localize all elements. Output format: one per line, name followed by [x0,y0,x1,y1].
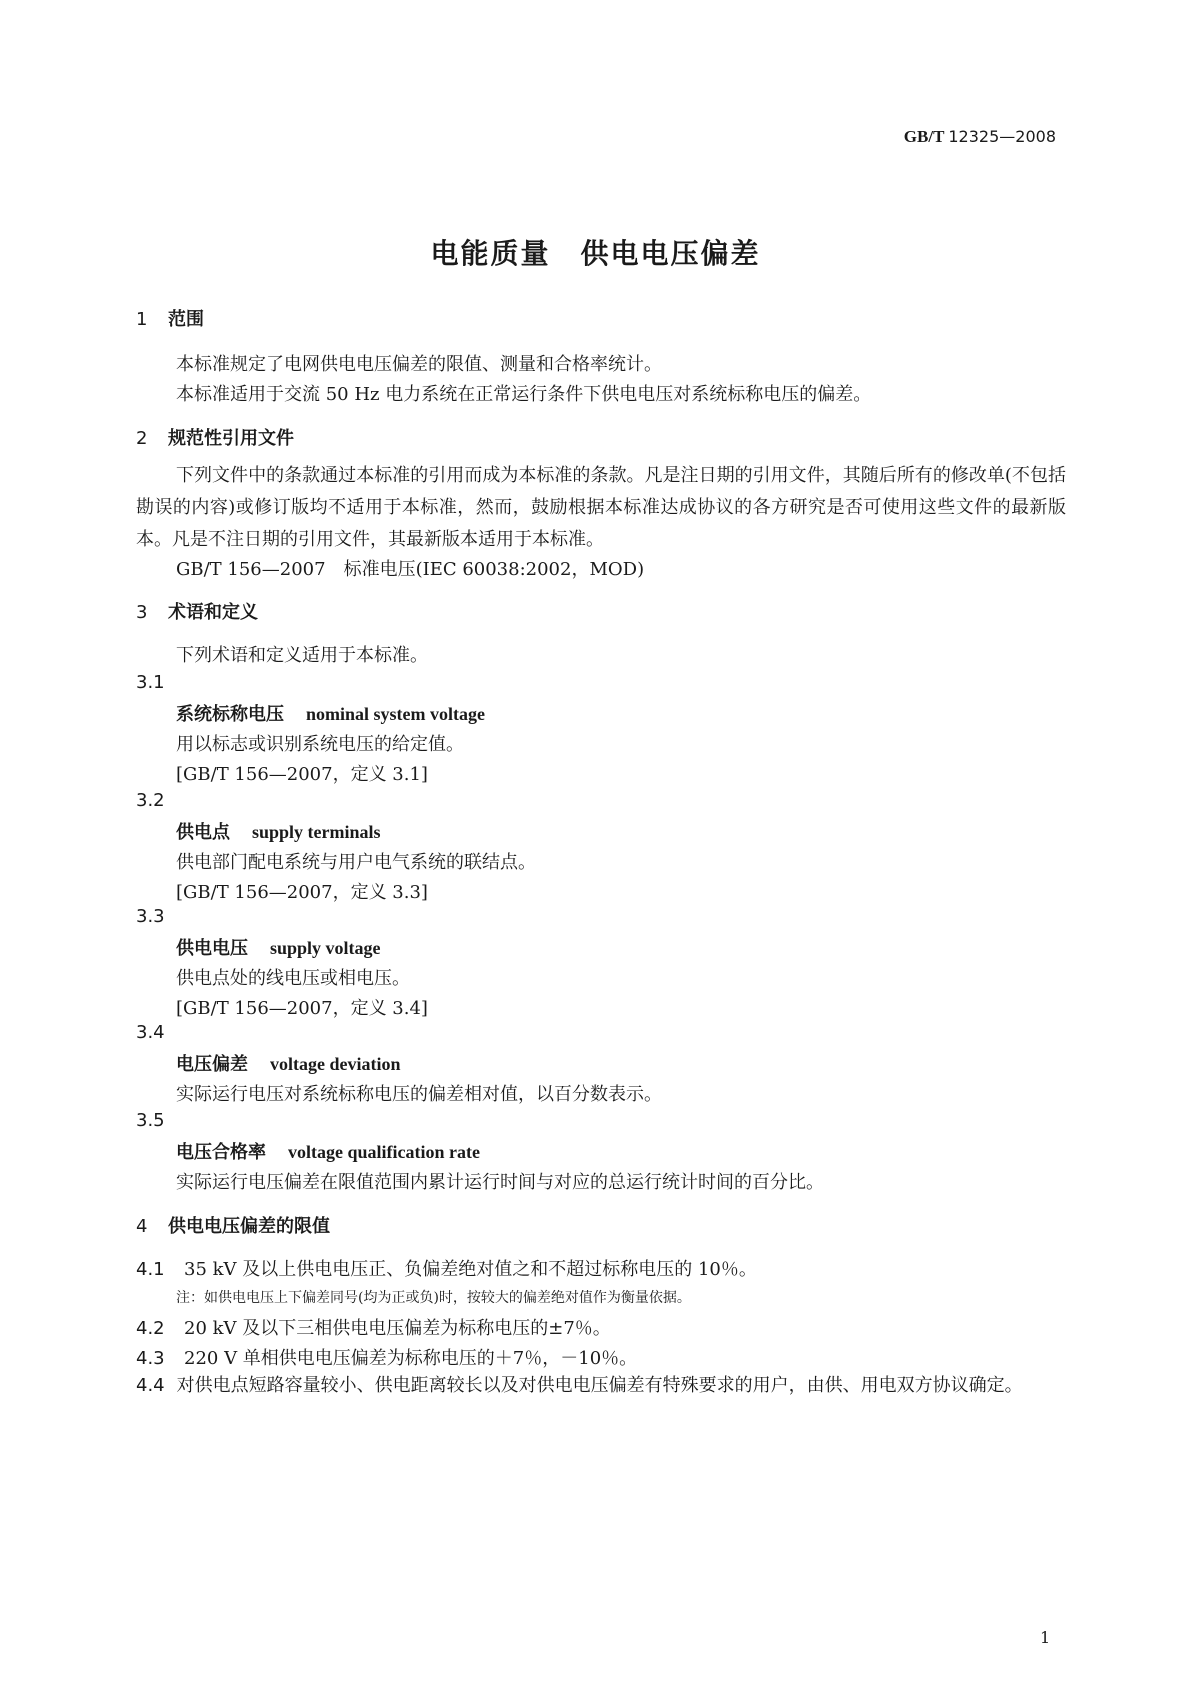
section-2-heading [136,424,294,450]
term-3-1-number: 3.1 [136,672,165,693]
term-3-5-number: 3.5 [136,1110,165,1131]
term-3-3-en: supply voltage [270,938,381,958]
section-4-number: 4 [136,1216,148,1237]
clause-4-3-text: 220 V 单相供电电压偏差为标称电压的＋7％，－10％。 [184,1348,638,1369]
section-1-heading [136,305,204,331]
term-3-4-en: voltage deviation [270,1054,401,1074]
clause-4-2-text: 20 kV 及以下三相供电电压偏差为标称电压的±7％。 [184,1318,611,1339]
term-3-4-definition: 实际运行电压对系统标称电压的偏差相对值，以百分数表示。 [176,1084,662,1105]
term-3-2-zh: 供电点 [176,822,230,843]
section-3-intro: 下列术语和定义适用于本标准。 [176,645,428,666]
section-3-heading [136,598,258,624]
clause-4-4-text: 对供电点短路容量较小、供电距离较长以及对供电电压偏差有特殊要求的用户，由供、用电双方协议确定。 [176,1375,1023,1396]
clause-4-4-number: 4.4 [136,1375,165,1396]
normative-reference: GB/T 156—2007 标准电压(IEC 60038:2002，MOD) [176,559,645,580]
term-3-1-definition: 用以标志或识别系统电压的给定值。 [176,734,464,755]
term-3-5-zh: 电压合格率 [176,1142,266,1163]
section-1-paragraph-1: 本标准规定了电网供电电压偏差的限值、测量和合格率统计。 [176,354,662,375]
term-3-2-en: supply terminals [252,822,381,842]
clause-4-3-number: 4.3 [136,1348,165,1369]
clause-4-2-number: 4.2 [136,1318,165,1339]
term-3-1-zh: 系统标称电压 [176,704,284,725]
title-part-1: 电能质量 [430,237,551,270]
title-part-2: 供电电压偏差 [580,237,761,270]
section-1-title: 范围 [168,309,204,330]
section-2-title: 规范性引用文件 [168,428,294,449]
term-3-4-zh: 电压偏差 [176,1054,248,1075]
term-3-4-heading [176,1050,401,1076]
term-3-5-en: voltage qualification rate [288,1142,480,1162]
term-3-3-heading [176,934,381,960]
document-title [0,232,1191,272]
section-4-title: 供电电压偏差的限值 [168,1216,330,1237]
term-3-2-source: [GB/T 156—2007，定义 3.3] [176,882,428,903]
term-3-1-source: [GB/T 156—2007，定义 3.1] [176,764,428,785]
clause-4-3 [136,1344,637,1370]
standard-code [904,127,1056,147]
term-3-3-source: [GB/T 156—2007，定义 3.4] [176,998,428,1019]
section-2-number: 2 [136,428,148,449]
section-3-title: 术语和定义 [168,602,258,623]
term-3-5-heading [176,1138,480,1164]
term-3-2-heading [176,818,381,844]
standard-code-number: 12325—2008 [948,127,1056,146]
term-3-1-heading [176,700,485,726]
clause-4-4 [136,1370,1066,1402]
term-3-3-number: 3.3 [136,906,165,927]
term-3-5-definition: 实际运行电压偏差在限值范围内累计运行时间与对应的总运行统计时间的百分比。 [176,1172,824,1193]
clause-4-1-text: 35 kV 及以上供电电压正、负偏差绝对值之和不超过标称电压的 10％。 [184,1259,757,1280]
clause-4-2 [136,1314,611,1340]
term-3-1-en: nominal system voltage [306,704,485,724]
section-1-number: 1 [136,309,148,330]
term-3-2-number: 3.2 [136,790,165,811]
section-4-heading [136,1212,330,1238]
clause-4-1 [136,1255,757,1281]
clause-4-1-number: 4.1 [136,1259,165,1280]
page-number: 1 [1040,1628,1051,1647]
term-3-2-definition: 供电部门配电系统与用户电气系统的联结点。 [176,852,536,873]
term-3-3-zh: 供电电压 [176,938,248,959]
standard-code-prefix: GB/T [903,127,945,146]
section-3-number: 3 [136,602,148,623]
term-3-4-number: 3.4 [136,1022,165,1043]
term-3-3-definition: 供电点处的线电压或相电压。 [176,968,410,989]
section-2-paragraph: 下列文件中的条款通过本标准的引用而成为本标准的条款。凡是注日期的引用文件，其随后所有的修改单(不包括勘误的内容)或修订版均不适用于本标准，然而，鼓励根据本标准达成协议的各方研究是否可使用这些文件的最新版本。凡是不注日期的引用文件，其最新版本适用于本标准。 [136,465,1066,550]
clause-4-1-note: 注：如供电电压上下偏差同号(均为正或负)时，按较大的偏差绝对值作为衡量依据。 [176,1290,691,1306]
section-1-paragraph-2: 本标准适用于交流 50 Hz 电力系统在正常运行条件下供电电压对系统标称电压的偏差。 [176,384,872,405]
